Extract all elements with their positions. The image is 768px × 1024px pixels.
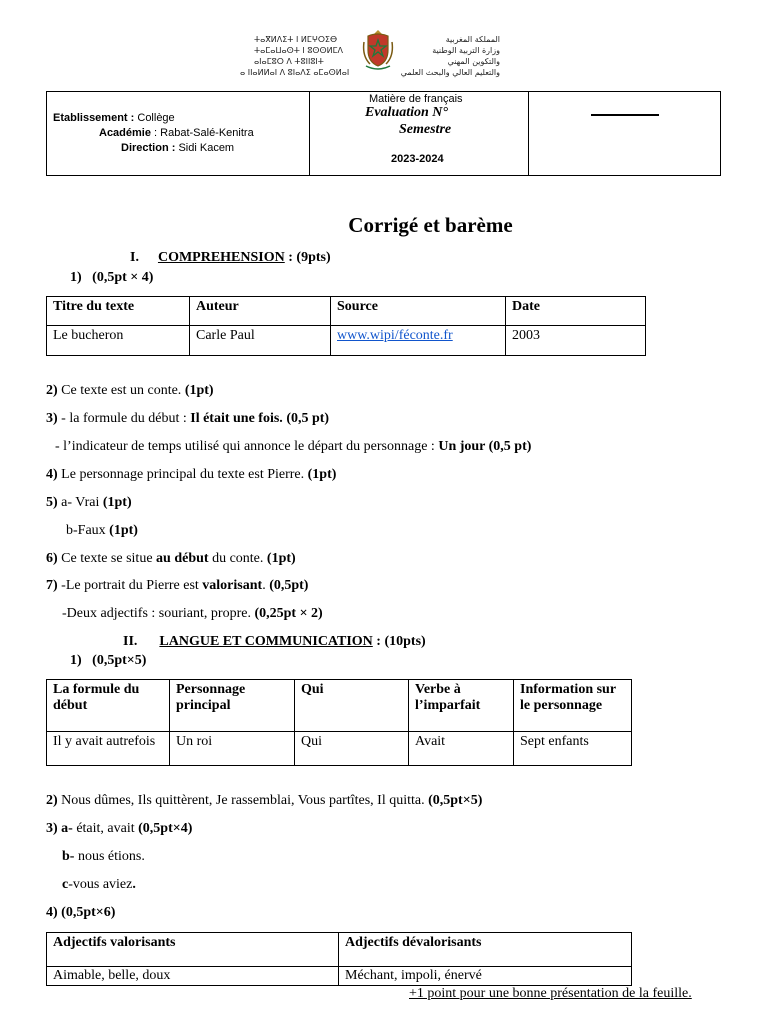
q23a-text: était, avait: [72, 821, 139, 836]
q7b-text: -Deux adjectifs : souriant, propre.: [62, 606, 255, 621]
section-1-label: COMPREHENSION: [157, 250, 285, 265]
evaluation-label: Evaluation N°: [365, 105, 449, 120]
table-header-cell: Information sur le personnage: [514, 680, 632, 732]
table-cell: Avait: [409, 732, 514, 766]
q7a-line: [46, 577, 308, 595]
header-school-cell: [47, 92, 310, 175]
q5a-points: (1pt): [102, 495, 132, 510]
tifinagh-block: [240, 34, 354, 78]
q7b-points: (0,25pt × 2): [254, 606, 323, 621]
q3b-line: [55, 438, 531, 456]
table-cell: Un roi: [170, 732, 295, 766]
q6-line: [46, 550, 296, 568]
direction-label: Direction :: [121, 142, 176, 154]
q22-number: 2): [46, 793, 58, 808]
academie-value: : Rabat-Salé-Kenitra: [150, 127, 254, 139]
q21-line: [70, 653, 146, 669]
table-header-cell: Adjectifs valorisants: [47, 933, 339, 967]
matiere-label: Matière de français: [369, 93, 463, 105]
academie-line: [99, 126, 254, 141]
direction-line: [121, 141, 234, 156]
q23b-text: nous étions.: [74, 849, 145, 864]
table-header-cell: Auteur: [190, 297, 331, 326]
q6-points: (1pt): [266, 551, 296, 566]
source-link[interactable]: www.wipi/féconte.fr: [337, 328, 453, 343]
q23a-line: [46, 820, 192, 838]
q6-number: 6): [46, 551, 58, 566]
q22-line: [46, 792, 482, 810]
arabic-line: والتعليم العالي والبحث العلمي: [400, 68, 500, 77]
section-1-number: I.: [130, 250, 139, 265]
q1-number: 1): [70, 270, 82, 285]
q5-number: 5): [46, 495, 58, 510]
q4-text: Le personnage principal du texte est Pierre.: [57, 467, 308, 482]
q22-text: Nous dûmes, Ils quittèrent, Je rassemblai, Vous partîtes, Il quitta.: [57, 793, 429, 808]
section-2-number: II.: [123, 634, 138, 649]
q4-line: [46, 466, 336, 484]
table-formula: [46, 679, 632, 766]
q5b-points: (1pt): [109, 523, 138, 538]
q23c-line: [62, 876, 136, 894]
table-cell: Sept enfants: [514, 732, 632, 766]
tifinagh-line: ⴰⵏⴰⵎⵓⵔ ⴷ ⵜⵓⵏⵏⵓⵏⵜ: [254, 57, 324, 66]
q2-number: 2): [46, 383, 58, 398]
q4-points: (1pt): [307, 467, 337, 482]
etablissement-line: [53, 111, 175, 126]
table-header-cell: Personnage principal: [170, 680, 295, 732]
q4-number: 4): [46, 467, 58, 482]
q6-text: du conte.: [208, 551, 267, 566]
school-year: 2023-2024: [391, 153, 444, 165]
crest-icon: [362, 28, 394, 70]
table-header-cell: Verbe à l’imparfait: [409, 680, 514, 732]
q23c-text: -vous aviez: [68, 877, 133, 892]
q23a-points: (0,5pt×4): [138, 821, 193, 836]
q3a-line: [46, 410, 329, 428]
q3b-text: - l’indicateur de temps utilisé qui annonce le départ du personnage :: [55, 439, 439, 454]
q1-points: (0,5pt × 4): [92, 270, 154, 285]
q6-text: Ce texte se situe: [57, 551, 157, 566]
q21-points: (0,5pt×5): [92, 653, 147, 668]
q1-line: [70, 270, 153, 286]
q7a-points: (0,5pt): [269, 578, 309, 593]
section-2-points: : (10pts): [372, 634, 426, 649]
table-cell: Carle Paul: [190, 326, 331, 356]
presentation-note: +1 point pour une bonne présentation de la feuille.: [409, 986, 692, 1001]
q5b-line: [66, 522, 138, 540]
header-subject-cell: [310, 92, 529, 175]
academie-label: Académie: [99, 127, 151, 139]
q23b-line: [62, 848, 145, 866]
direction-value: Sidi Kacem: [175, 142, 235, 154]
table-cell: Il y avait autrefois: [47, 732, 170, 766]
q7a-bold: valorisant: [202, 578, 263, 593]
section-2-heading: [123, 634, 426, 650]
q21-number: 1): [70, 653, 82, 668]
q7-number: 7): [46, 578, 58, 593]
page-title: Corrigé et barème: [348, 213, 513, 237]
q3a-points: (0,5 pt): [282, 411, 330, 426]
q2-points: (1pt): [184, 383, 214, 398]
table-adjectives: [46, 932, 632, 986]
q7a-text: .: [262, 578, 270, 593]
table-text-info: [46, 296, 646, 356]
etablissement-value: Collège: [134, 112, 175, 124]
table-header-cell: Source: [331, 297, 506, 326]
tifinagh-line: ⵜⴰⴳⵍⴷⵉⵜ ⵏ ⵍⵎⵖⵔⵉⴱ: [254, 35, 338, 44]
table-header-cell: Titre du texte: [47, 297, 190, 326]
q3b-answer: Un jour (0,5 pt): [438, 439, 532, 454]
q7b-line: [62, 605, 323, 623]
q5b-text: b-Faux: [66, 523, 110, 538]
table-header-cell: La formule du début: [47, 680, 170, 732]
table-cell: Qui: [295, 732, 409, 766]
table-cell: Méchant, impoli, énervé: [339, 967, 632, 986]
q5a-line: [46, 494, 132, 512]
section-1-heading: [130, 250, 331, 266]
q3a-text: - la formule du début :: [57, 411, 191, 426]
ministry-header: [232, 28, 512, 80]
arabic-line: وزارة التربية الوطنية: [432, 46, 500, 55]
table-header-cell: Qui: [295, 680, 409, 732]
table-cell: [331, 326, 506, 356]
q24-points: (0,5pt×6): [61, 905, 116, 920]
section-2-label: LANGUE ET COMMUNICATION: [159, 634, 373, 649]
q23-number: 3) a-: [46, 821, 73, 836]
tifinagh-line: ⴰ ⵏⵏⴰⵍⵍⴰⵏ ⴷ ⵓⵏⴰⴷⵉ ⴰⵎⴰⵙⵍⴰⵏ: [240, 68, 350, 77]
q23c-dot: .: [132, 877, 136, 892]
etablissement-label: Etablissement :: [53, 112, 135, 124]
header-box: [46, 91, 721, 176]
q2-line: [46, 382, 214, 400]
arabic-block: [400, 34, 500, 78]
arabic-line: المملكة المغربية: [445, 35, 500, 44]
q24-line: [46, 904, 115, 922]
q2-text: Ce texte est un conte.: [57, 383, 185, 398]
q6-bold: au début: [156, 551, 209, 566]
q22-points: (0,5pt×5): [428, 793, 483, 808]
q3-number: 3): [46, 411, 58, 426]
table-cell: Le bucheron: [47, 326, 190, 356]
q23c-letter: c: [62, 877, 69, 892]
table-header-cell: Date: [506, 297, 646, 326]
q23b-letter: b-: [62, 849, 75, 864]
tifinagh-line: ⵜⴰⵎⴰⵡⴰⵙⵜ ⵏ ⵓⵙⵙⵍⵎⴷ: [254, 46, 344, 55]
q3a-answer: Il était une fois.: [190, 411, 283, 426]
q7a-text: -Le portrait du Pierre est: [57, 578, 203, 593]
table-cell: 2003: [506, 326, 646, 356]
table-header-cell: Adjectifs dévalorisants: [339, 933, 632, 967]
semestre-label: Semestre: [399, 122, 452, 137]
section-1-points: : (9pts): [284, 250, 331, 265]
q5a-text: a- Vrai: [57, 495, 103, 510]
arabic-line: والتكوين المهني: [447, 57, 500, 66]
grade-line: [591, 114, 659, 116]
q24-number: 4): [46, 905, 58, 920]
table-cell: Aimable, belle, doux: [47, 967, 339, 986]
